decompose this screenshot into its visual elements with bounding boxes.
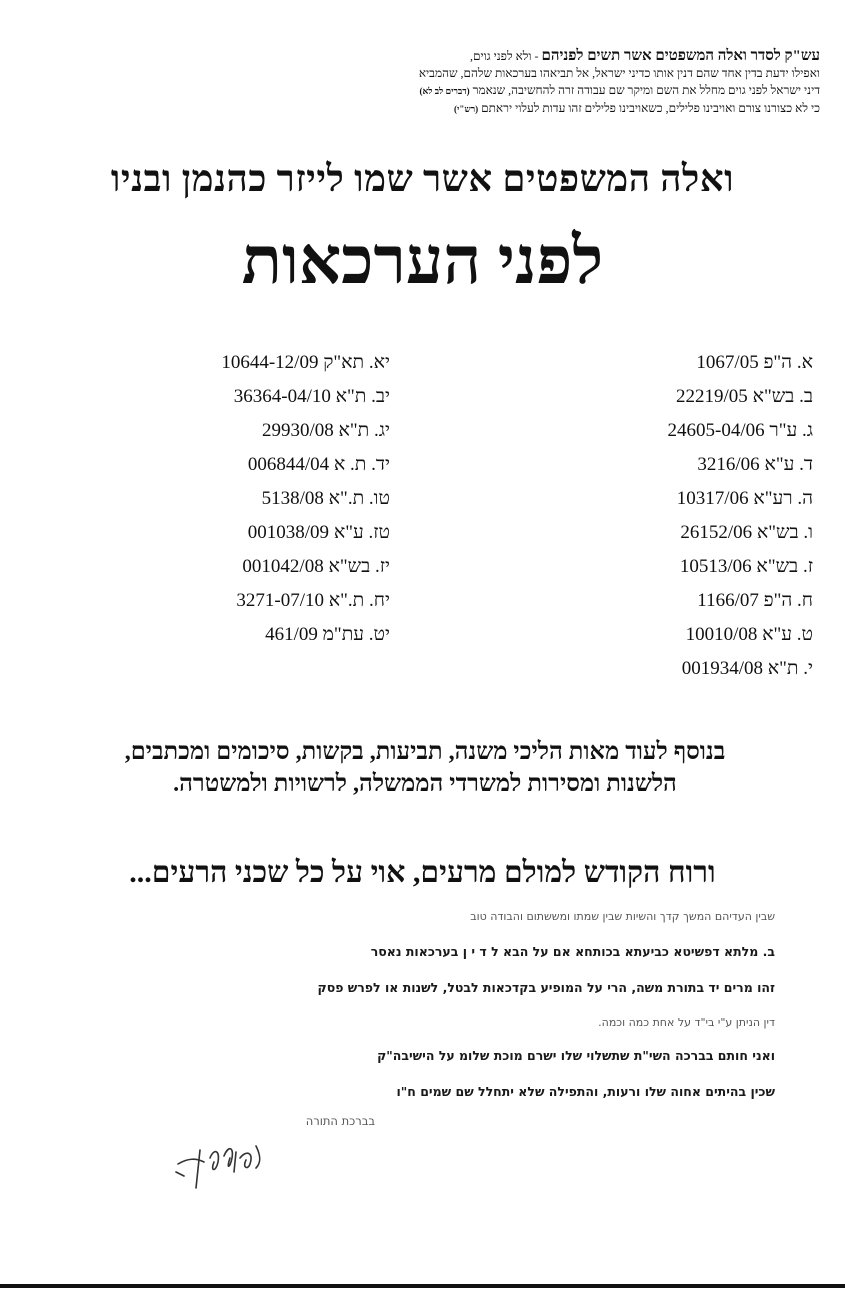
letter-line-4: ואני חותם בברכה השי"ת שתשלוי שלו ישרם מוכת שלומ על הישיבה"ק	[377, 1048, 775, 1063]
case-item: יד. ת. א 006844/04	[247, 454, 390, 475]
title-line-1: ואלה המשפטים אשר שמו לייזר כהנמן ובניו	[110, 159, 735, 200]
quote-line-1	[40, 48, 820, 65]
quote-line-3	[40, 82, 820, 100]
letter-line-2: זהו מרים יד בתורת משה, הרי על המופיע בקדכאות לבטל, לשנות או לפרש פסק	[317, 980, 775, 995]
quote-line-3-text: דיני ישראל לפני גוים מחלל את השם ומיקר שם עבודה זרה להחשיבה, שנאמר	[472, 83, 820, 97]
title-line-2: לפני הערכאות	[241, 225, 604, 298]
case-item: א. ה"פ 1067/05	[696, 352, 813, 373]
case-item: יג. ת"א 29930/08	[261, 420, 390, 441]
letter-line-6: בברכת התורה	[305, 1114, 375, 1128]
paragraph-line-1: בנוסף לעוד מאות הליכי משנה, תביעות, בקשות, סיכומים ומכתבים,	[124, 739, 726, 765]
case-item: י. ת"א 001934/08	[681, 658, 813, 679]
case-item: ח. ה"פ 1166/07	[697, 590, 813, 611]
case-item: יא. תא"ק 10644-12/09	[221, 352, 390, 373]
case-item: טז. ע"א 001038/09	[247, 522, 390, 543]
case-item: ו. בש"א 26152/06	[680, 522, 813, 543]
letter-line-0: שבין העדיהם המשך קדך והשיות שבין שמתו ומששתום והבודה טוב	[470, 910, 775, 923]
case-item: ב. בש"א 22219/05	[676, 386, 813, 407]
slogan: ורוח הקודש למולם מרעים, אוי על כל שכני הרעים...	[129, 856, 716, 889]
summary-paragraph	[40, 736, 810, 800]
case-item: ט. ע"א 10010/08	[685, 624, 813, 645]
quote-heading: עש"ק לסדר ואלה המשפטים אשר תשים לפניהם	[541, 48, 820, 64]
case-item: ה. רע"א 10317/06	[676, 488, 813, 509]
torah-quote	[40, 48, 820, 118]
letter-line-3: דין הניתן ע"י בי"ד על אחת כמה וכמה.	[598, 1016, 775, 1029]
case-item: ז. בש"א 10513/06	[679, 556, 813, 577]
case-list-right	[563, 346, 813, 686]
letter-line-5: שכין בהיתים אחוה שלו ורעות, והתפילה שלא יתחלל שם שמים ח"ו	[396, 1084, 775, 1099]
quote-source-1: (דברים לב לא)	[419, 86, 470, 96]
case-item: יב. ת"א 36364-04/10	[233, 386, 390, 407]
case-item: ד. ע"א 3216/06	[697, 454, 813, 475]
case-item: יט. עת"מ 461/09	[265, 624, 390, 645]
handwritten-signature	[170, 1128, 280, 1198]
case-item: יח. ת."א 3271-07/10	[236, 590, 390, 611]
case-item: טו. ת."א 5138/08	[261, 488, 390, 509]
quote-line-4-text: כי לא כצורנו צורם ואויבינו פלילים, כשאויבינו פלילים זהו עדות לעלוי יראתם	[481, 101, 820, 115]
quote-line-1-rest: - ולא לפני גוים,	[469, 49, 542, 63]
letter-line-1: ב. מלתא דפשיטא כביעתא בכותחא אם על הבא ל ד י ן בערכאות נאסר	[370, 944, 775, 959]
case-list-left	[140, 346, 390, 652]
paragraph-line-2: הלשנות ומסירות למשרדי הממשלה, לרשויות ולמשטרה.	[173, 771, 677, 797]
quote-line-4	[40, 100, 820, 118]
case-item: יז. בש"א 001042/08	[242, 556, 390, 577]
case-item: ג. ע"ר 24605-04/06	[667, 420, 813, 441]
quote-source-2: (רש"י)	[453, 104, 479, 114]
quote-line-2: ואפילו ידעת בדין אחד שהם דנין אותו כדיני ישראל, אל תביאהו בערכאות שלהם, שהמביא	[418, 66, 820, 80]
bottom-divider	[0, 1284, 845, 1288]
